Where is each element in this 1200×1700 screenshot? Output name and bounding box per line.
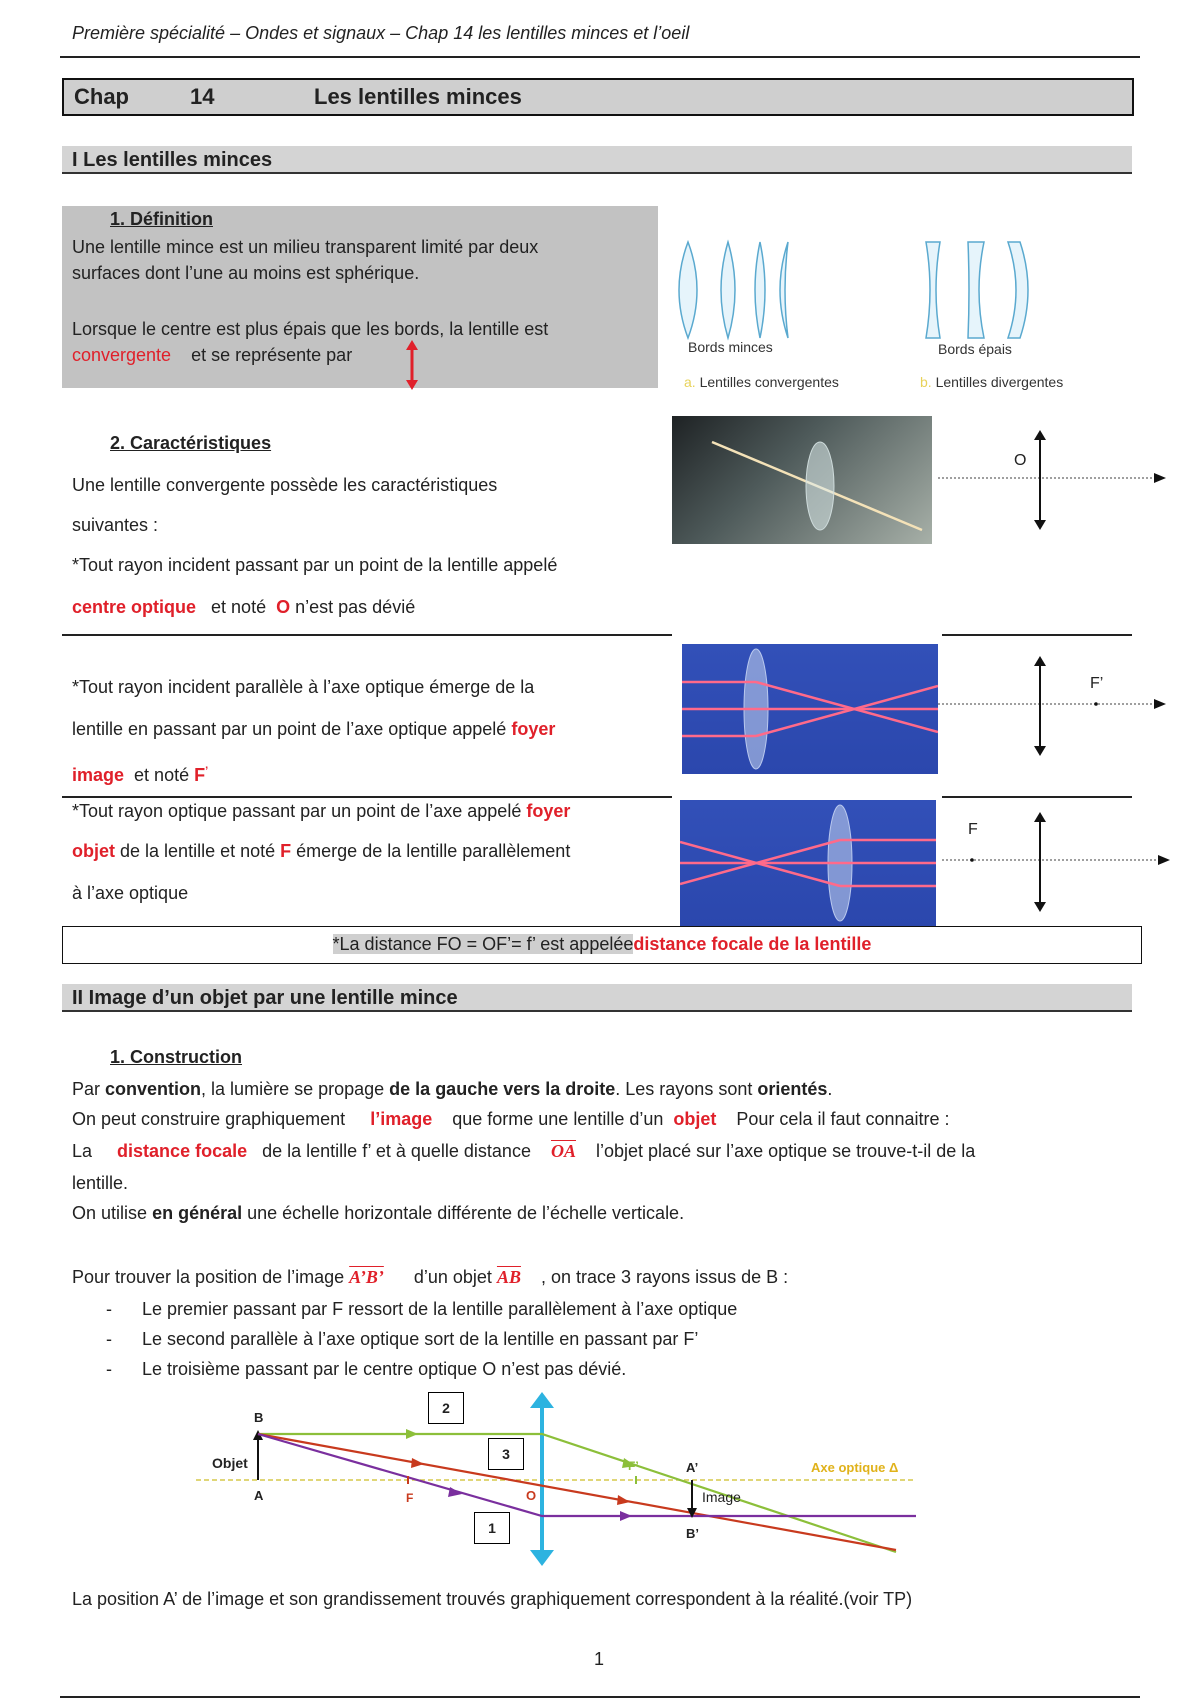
diagram-image-focus xyxy=(934,656,1170,760)
chapter-box xyxy=(62,78,1134,116)
rule-1b xyxy=(942,634,1132,636)
photo-optical-center xyxy=(672,416,932,544)
chapter-number: 14 xyxy=(190,84,215,109)
label-Aprime: A’ xyxy=(686,1460,699,1475)
focal-distance-text: *La distance FO = OF’= f’ est appeléedistance focale de la lentille xyxy=(332,934,872,954)
label-Fprime: F’ xyxy=(628,1459,639,1473)
bullet-1: - Le premier passant par F ressort de la lentille parallèlement à l’axe optique xyxy=(106,1299,738,1319)
image-focus-text-2: lentille en passant par un point de l’axe optique appelé foyer xyxy=(72,719,556,739)
ray-number-3: 3 xyxy=(488,1438,524,1470)
characteristics-heading: 2. Caractéristiques xyxy=(110,433,272,453)
meniscus-lens xyxy=(780,242,788,338)
chapter-title: Les lentilles minces xyxy=(314,84,522,109)
footer-rule xyxy=(60,1696,1140,1698)
vector-ApBp: A’B’ xyxy=(349,1267,384,1287)
represent-text: et se représente par xyxy=(191,345,353,365)
point-O-label: O xyxy=(1014,452,1027,469)
converging-lens-symbol xyxy=(402,340,422,390)
vector-OA: $\overline{OA}$ xyxy=(550,1141,576,1161)
ray-number-1: 1 xyxy=(474,1512,510,1544)
biconvex-lens xyxy=(679,242,697,338)
object-focus-text-2: objet de la lentille et noté F émerge de la lentille parallèlement xyxy=(72,841,571,861)
rule-2 xyxy=(62,796,672,798)
biconcave-lens xyxy=(926,242,940,338)
characteristics-text-4: centre optique et noté O n’est pas dévié xyxy=(72,597,416,617)
definition-text-4 xyxy=(72,344,352,366)
point-F-label: F xyxy=(968,821,978,838)
image-focus-text-1: *Tout rayon incident parallèle à l’axe optique émerge de la xyxy=(72,677,535,697)
definition-text-1: Une lentille mince est un milieu transparent limité par deux xyxy=(72,237,539,257)
image-position-text: Pour trouver la position de l’image A’B’ d’un objet $\overline{AB}$ , on trace 3 rayons issus de B : xyxy=(72,1267,789,1287)
caption-converging: a. Lentilles convergentes xyxy=(684,374,839,390)
object-focus-text-1: *Tout rayon optique passant par un point de l’axe appelé foyer xyxy=(72,801,571,821)
page-number: 1 xyxy=(594,1649,605,1669)
construction-heading: 1. Construction xyxy=(110,1047,243,1067)
plano-concave-lens xyxy=(968,242,984,338)
label-A: A xyxy=(254,1488,264,1503)
diagram-optical-center xyxy=(934,430,1170,534)
thick-edges-label: Bords épais xyxy=(938,341,1012,357)
convex-lens-2 xyxy=(721,242,735,338)
label-F: F xyxy=(406,1491,414,1505)
image-focus-text-3: image et noté F’ xyxy=(72,765,209,785)
caption-diverging: b. Lentilles divergentes xyxy=(920,374,1064,390)
section-title-2: II Image d’un objet par une lentille mince xyxy=(62,984,1132,1012)
conclusion-text: La position A’ de l’image et son grandissement trouvés graphiquement correspondent à la réalité.(voir TP) xyxy=(72,1589,913,1609)
scale-text: On utilise en général une échelle horizontale différente de l’échelle verticale. xyxy=(72,1203,685,1223)
header-rule xyxy=(60,56,1140,58)
label-O: O xyxy=(526,1488,537,1503)
focal-knowledge-text: La distance focale de la lentille f’ et à quelle distance $\overline{OA}$ l’objet placé sur l’axe optique se trouve-t-il de la xyxy=(72,1141,976,1161)
diverging-meniscus-lens xyxy=(1008,242,1028,338)
object-focus-text-3: à l’axe optique xyxy=(72,883,189,903)
definition-text-2: surfaces dont l’une au moins est sphérique. xyxy=(72,263,420,283)
ray-3 xyxy=(258,1434,899,1550)
plano-convex-lens xyxy=(755,242,765,338)
section-title-1: I Les lentilles minces xyxy=(62,146,1132,174)
ray-number-2: 2 xyxy=(428,1392,464,1424)
characteristics-text-2: suivantes : xyxy=(72,515,159,535)
lens-word: lentille. xyxy=(72,1173,129,1193)
thin-edges-label: Bords minces xyxy=(688,339,773,355)
definition-text-3: Lorsque le centre est plus épais que les bords, la lentille est xyxy=(72,319,549,339)
photo-object-focus xyxy=(680,800,936,926)
bullet-3: - Le troisième passant par le centre optique O n’est pas dévié. xyxy=(106,1359,627,1379)
label-image: Image xyxy=(702,1489,741,1505)
focal-distance-box xyxy=(62,926,1142,964)
label-objet: Objet xyxy=(212,1455,248,1471)
chapter-label: Chap xyxy=(74,84,129,109)
rule-2b xyxy=(942,796,1132,798)
photo-image-focus xyxy=(682,644,938,774)
characteristics-text-1: Une lentille convergente possède les caractéristiques xyxy=(72,475,498,495)
point-Fprime-label: F’ xyxy=(1090,675,1104,692)
label-Bprime: B’ xyxy=(686,1526,699,1541)
ray-construction-diagram xyxy=(196,1390,1006,1570)
running-header: Première spécialité – Ondes et signaux – Chap 14 les lentilles minces et l’oeil xyxy=(72,23,690,43)
label-axis: Axe optique Δ xyxy=(811,1460,899,1475)
ray-1 xyxy=(258,1434,916,1516)
convention-text: Par convention, la lumière se propage de la gauche vers la droite. Les rayons sont orientés. xyxy=(72,1079,833,1099)
rule-1 xyxy=(62,634,672,636)
diagram-object-focus xyxy=(938,812,1174,916)
bullet-2: - Le second parallèle à l’axe optique sort de la lentille en passant par F’ xyxy=(106,1329,699,1349)
convergente-word: convergente xyxy=(72,345,172,365)
label-B: B xyxy=(254,1410,264,1425)
construct-text: On peut construire graphiquement l’image que forme une lentille d’un objet Pour cela il faut connaitre : xyxy=(72,1109,950,1129)
vector-AB: $\overline{AB}$ xyxy=(496,1267,521,1287)
characteristics-text-3: *Tout rayon incident passant par un point de la lentille appelé xyxy=(72,555,558,575)
definition-heading: 1. Définition xyxy=(110,209,213,229)
